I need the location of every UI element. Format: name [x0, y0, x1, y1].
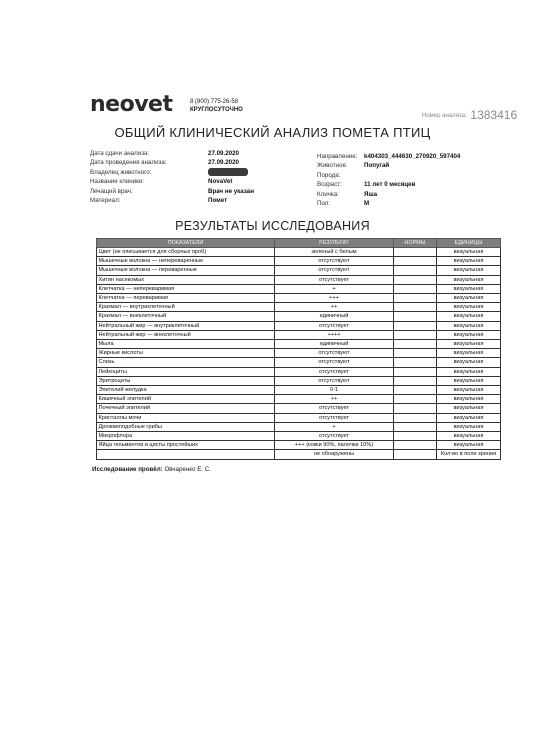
norm-cell: [394, 340, 437, 349]
result-cell: +: [275, 284, 394, 293]
table-row: [97, 413, 501, 422]
norm-cell: [394, 312, 437, 321]
norm-cell: [394, 413, 437, 422]
result-cell: +++: [275, 294, 394, 303]
unit-cell: визуальная: [437, 376, 501, 385]
norm-cell: [394, 450, 437, 459]
info-value: Попугай: [364, 162, 390, 170]
indicator-cell: [97, 450, 275, 459]
info-value: 27.09.2020: [208, 159, 239, 167]
unit-cell: визуальная: [437, 432, 501, 441]
info-value: 11 лет 0 месяцев: [364, 181, 416, 189]
unit-cell: визуальная: [437, 284, 501, 293]
indicator-cell: Клетчатка — непереваримая: [97, 284, 275, 293]
order-number-label: Номер анализа:: [422, 113, 467, 119]
unit-cell: визуальная: [437, 275, 501, 284]
table-row: [97, 330, 501, 339]
indicator-cell: Хитин насекомых: [97, 275, 275, 284]
hours-label: КРУГЛОСУТОЧНО: [190, 107, 243, 113]
indicator-cell: Мыла: [97, 340, 275, 349]
unit-cell: визуальная: [437, 367, 501, 376]
info-label: Материал:: [90, 196, 121, 204]
indicator-cell: Крахмал — внеклеточный: [97, 312, 275, 321]
result-cell: отсутствует: [275, 413, 394, 422]
indicator-cell: Мышечные волокна — непереваренные: [97, 257, 275, 266]
unit-cell: визуальная: [437, 349, 501, 358]
unit-cell: визуальная: [437, 312, 501, 321]
info-label: Название клиники:: [90, 178, 144, 186]
table-row: [97, 275, 501, 284]
column-header-norm: НОРМЫ: [394, 239, 437, 248]
norm-cell: [394, 321, 437, 330]
table-row: [97, 294, 501, 303]
norm-cell: [394, 294, 437, 303]
contact-block: [190, 98, 243, 114]
norm-cell: [394, 422, 437, 431]
indicator-cell: Слизь: [97, 358, 275, 367]
table-row: [97, 303, 501, 312]
unit-cell: визуальная: [437, 303, 501, 312]
unit-cell: визуальная: [437, 358, 501, 367]
unit-cell: визуальная: [437, 248, 501, 257]
indicator-cell: Лейкоциты: [97, 367, 275, 376]
result-cell: отсутствуют: [275, 349, 394, 358]
result-cell: отсутствуют: [275, 376, 394, 385]
phone-number: 8 (800) 775-26-58: [190, 99, 239, 105]
info-row: [90, 177, 254, 186]
unit-cell: визуальная: [437, 340, 501, 349]
indicator-cell: Жирные кислоты: [97, 349, 275, 358]
norm-cell: [394, 441, 437, 450]
unit-cell: визуальная: [437, 330, 501, 339]
info-value: NovaVet: [208, 178, 233, 186]
result-cell: 0-1: [275, 386, 394, 395]
info-value: М: [364, 199, 370, 207]
info-label: Владелец животного:: [90, 168, 152, 176]
result-cell: не обнаружены: [275, 450, 394, 459]
result-cell: отсутствуют: [275, 257, 394, 266]
norm-cell: [394, 386, 437, 395]
order-number-block: [422, 108, 517, 122]
info-row: [90, 187, 254, 196]
result-cell: отсутствует: [275, 432, 394, 441]
table-header-row: [97, 239, 501, 248]
info-row: [90, 196, 254, 205]
table-row: [97, 284, 501, 293]
table-row: [97, 395, 501, 404]
info-value: k404303_444630_270920_597404: [364, 153, 461, 160]
table-row: [97, 340, 501, 349]
norm-cell: [394, 349, 437, 358]
norm-cell: [394, 257, 437, 266]
indicator-cell: Кристаллы мочи: [97, 413, 275, 422]
indicator-cell: Дрожжеподобные грибы: [97, 422, 275, 431]
table-row: [97, 312, 501, 321]
unit-cell: визуальная: [437, 386, 501, 395]
norm-cell: [394, 303, 437, 312]
unit-cell: визуальная: [437, 266, 501, 275]
result-cell: единичный: [275, 340, 394, 349]
table-row: [97, 367, 501, 376]
table-row: [97, 422, 501, 431]
neovet-logo: [90, 92, 172, 117]
norm-cell: [394, 395, 437, 404]
info-row: [317, 199, 460, 208]
table-row: [97, 358, 501, 367]
norm-cell: [394, 266, 437, 275]
info-label: Лечащий врач:: [90, 187, 133, 195]
table-row: [97, 349, 501, 358]
info-value: 27.09.2020: [208, 150, 239, 157]
unit-cell: визуальная: [437, 441, 501, 450]
info-right-block: [317, 152, 460, 208]
column-header-unit: ЕДИНИЦЫ: [437, 239, 501, 248]
table-row: [97, 376, 501, 385]
column-header-indicator: ПОКАЗАТЕЛИ: [97, 239, 275, 248]
indicator-cell: Нейтральный жир — внеклеточный: [97, 330, 275, 339]
norm-cell: [394, 404, 437, 413]
info-row: [90, 168, 254, 177]
result-cell: отсутствует: [275, 275, 394, 284]
performed-by-name: Овчаренко Е. С.: [164, 466, 211, 473]
indicator-cell: Крахмал — внутриклеточный: [97, 303, 275, 312]
table-row: [97, 404, 501, 413]
table-row: [97, 257, 501, 266]
unit-cell: визуальная: [437, 404, 501, 413]
norm-cell: [394, 367, 437, 376]
performed-by: [92, 466, 211, 473]
table-row: [97, 441, 501, 450]
info-value: Помет: [208, 196, 228, 204]
norm-cell: [394, 432, 437, 441]
indicator-cell: Почечный эпителий: [97, 404, 275, 413]
indicator-cell: Микрофлора: [97, 432, 275, 441]
result-cell: отсутствует: [275, 321, 394, 330]
norm-cell: [394, 275, 437, 284]
info-row: [317, 171, 460, 180]
result-cell: зеленый с белым: [275, 248, 394, 257]
table-row: [97, 266, 501, 275]
info-left-block: [90, 149, 254, 205]
table-row: [97, 248, 501, 257]
result-cell: отсутствуют: [275, 358, 394, 367]
indicator-cell: Нейтральный жир — внутриклеточный: [97, 321, 275, 330]
info-label: Пол:: [317, 199, 331, 207]
info-row: [90, 149, 254, 158]
info-label: Животное:: [317, 162, 348, 170]
info-label: Дата проведения анализа:: [90, 159, 167, 167]
indicator-cell: Клетчатка — переваримая: [97, 294, 275, 303]
info-label: Кличка:: [317, 190, 339, 198]
result-cell: единичный: [275, 312, 394, 321]
order-number-value: 1383416: [470, 108, 518, 122]
info-label: Порода:: [317, 171, 341, 179]
indicator-cell: Кишечный эпителий: [97, 395, 275, 404]
norm-cell: [394, 284, 437, 293]
performed-by-label: Исследование провёл:: [92, 466, 163, 473]
result-cell: отсутствует: [275, 404, 394, 413]
results-heading: РЕЗУЛЬТАТЫ ИССЛЕДОВАНИЯ: [175, 219, 370, 233]
table-row: [97, 432, 501, 441]
unit-cell: визуальная: [437, 413, 501, 422]
info-label: Возраст:: [317, 181, 342, 189]
indicator-cell: Мышечные волокна — переваренные: [97, 266, 275, 275]
norm-cell: [394, 330, 437, 339]
info-row: [90, 158, 254, 167]
unit-cell: визуальная: [437, 294, 501, 303]
norm-cell: [394, 358, 437, 367]
table-row: [97, 450, 501, 459]
info-row: [317, 152, 460, 161]
info-row: [317, 161, 460, 170]
norm-cell: [394, 376, 437, 385]
result-cell: ++: [275, 395, 394, 404]
result-cell: ++++: [275, 330, 394, 339]
result-cell: отсутствует: [275, 367, 394, 376]
unit-cell: визуальная: [437, 395, 501, 404]
norm-cell: [394, 248, 437, 257]
info-row: [317, 180, 460, 189]
result-cell: ++: [275, 303, 394, 312]
unit-cell: визуальная: [437, 257, 501, 266]
indicator-cell: Эпителий желудка: [97, 386, 275, 395]
indicator-cell: Яйца гельминтов и цисты простейших: [97, 441, 275, 450]
info-label: Дата сдачи анализа:: [90, 150, 150, 157]
indicator-cell: Эритроциты: [97, 376, 275, 385]
table-row: [97, 386, 501, 395]
logo-text: neovet: [90, 92, 173, 117]
column-header-result: РЕЗУЛЬТАТ: [275, 239, 394, 248]
unit-cell: Кол-во в поле зрения: [437, 450, 501, 459]
results-table: [96, 238, 501, 460]
result-cell: +++ (кокки 90%, палочки 10%): [275, 441, 394, 450]
table-row: [97, 321, 501, 330]
unit-cell: визуальная: [437, 422, 501, 431]
unit-cell: визуальная: [437, 321, 501, 330]
page-title: ОБЩИЙ КЛИНИЧЕСКИЙ АНАЛИЗ ПОМЕТА ПТИЦ: [114, 125, 431, 140]
info-row: [317, 190, 460, 199]
indicator-cell: Цвет (не описывается для сборных проб): [97, 248, 275, 257]
info-value: Яша: [364, 190, 378, 198]
info-value: Врач не указан: [208, 187, 254, 195]
redacted-owner-name: [208, 168, 248, 176]
info-label: Направление:: [317, 153, 358, 160]
result-cell: +: [275, 422, 394, 431]
result-cell: отсутствуют: [275, 266, 394, 275]
